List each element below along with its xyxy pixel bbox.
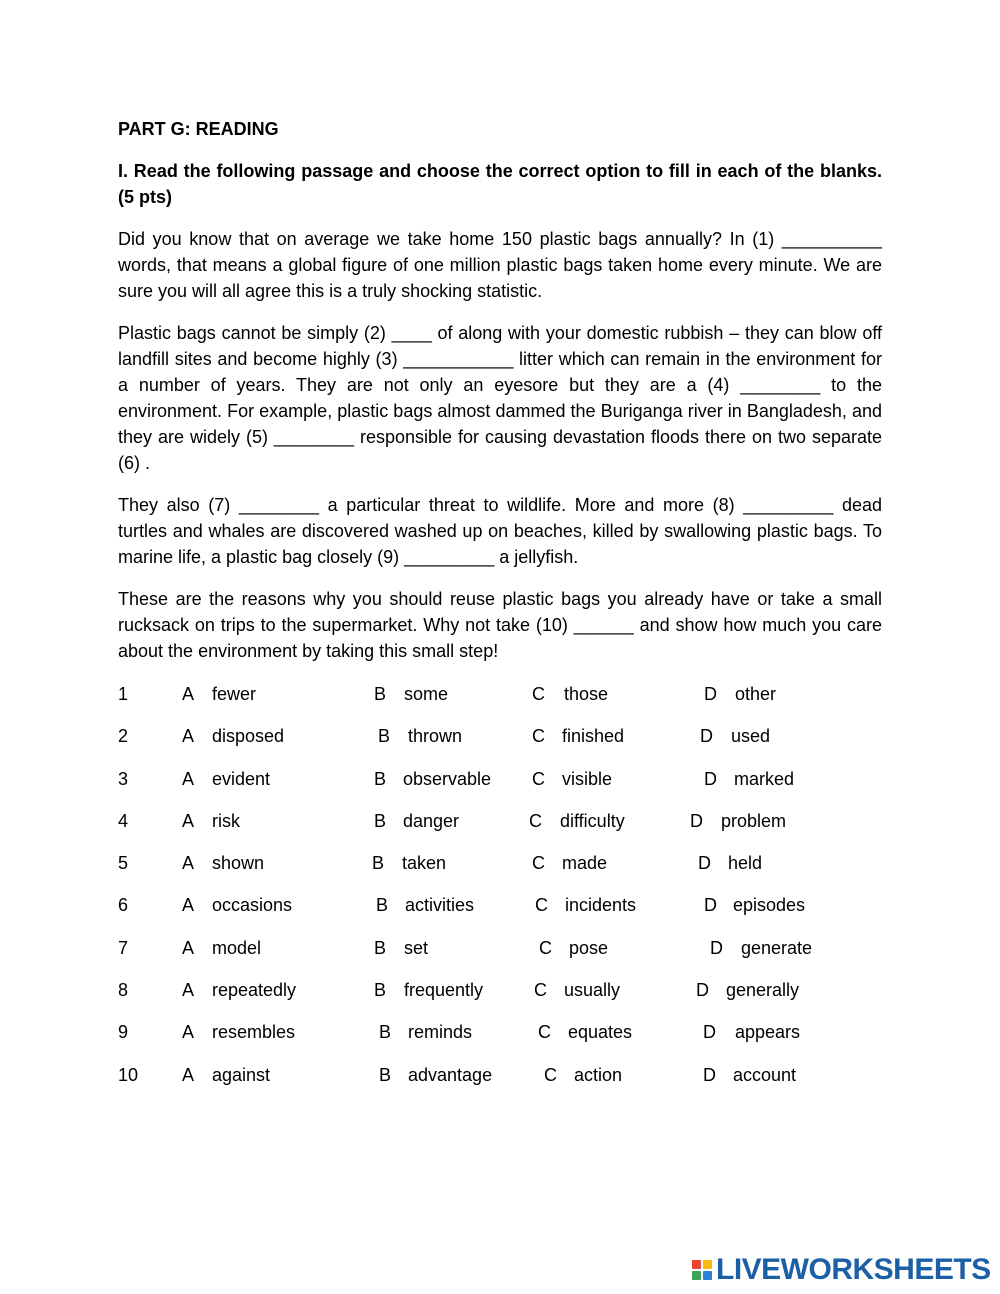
option-letter-b: B: [372, 853, 385, 874]
option-b[interactable]: frequently: [404, 980, 484, 1001]
logo-text: LIVEWORKSHEETS: [716, 1253, 991, 1286]
option-letter-d: D: [703, 1064, 716, 1085]
option-a[interactable]: fewer: [212, 684, 257, 704]
option-letter-d: D: [704, 684, 717, 704]
option-letter-c: C: [532, 684, 545, 704]
option-d[interactable]: other: [735, 684, 777, 704]
logo-square-yellow: [703, 1260, 712, 1269]
option-b[interactable]: observable: [403, 768, 492, 789]
option-letter-b: B: [374, 684, 387, 704]
option-letter-d: D: [710, 937, 723, 958]
option-a[interactable]: risk: [212, 810, 240, 831]
question-row-5: [118, 850, 882, 892]
option-letter-c: C: [538, 1022, 551, 1043]
option-letter-d: D: [698, 853, 711, 874]
passage-paragraph-4: These are the reasons why you should reuse plastic bags you already have or take a small rucksack on trips to the supermarket. Why not take (10) ______ and show how much you care about the environment by taking this small step!: [118, 589, 882, 661]
option-c[interactable]: incidents: [565, 895, 637, 916]
passage-paragraph-1: Did you know that on average we take home 150 plastic bags annually? In (1) __________ words, that means a global figure of one million plastic bags taken home every minute. We are sure you will all agree this is a truly shocking statistic.: [118, 229, 882, 301]
option-letter-c: C: [544, 1064, 557, 1085]
option-a[interactable]: disposed: [212, 726, 285, 747]
question-number: 1: [118, 684, 129, 704]
option-letter-a: A: [182, 810, 195, 831]
option-letter-a: A: [182, 726, 195, 747]
option-d[interactable]: episodes: [733, 895, 806, 916]
logo-square-red: [692, 1260, 701, 1269]
passage-paragraph-3: They also (7) ________ a particular threat to wildlife. More and more (8) _________ dead turtles and whales are discovered washed up on beaches, killed by swallowing plastic bags. To marine life, a plastic bag closely (9) _________ a jellyfish.: [118, 495, 882, 567]
question-number: 9: [118, 1022, 129, 1043]
option-letter-d: D: [703, 1022, 716, 1043]
question-row-8: [118, 977, 882, 1019]
option-a[interactable]: model: [212, 937, 262, 958]
option-letter-a: A: [182, 1064, 195, 1085]
option-letter-a: A: [182, 768, 195, 789]
question-row-10: [118, 1062, 882, 1104]
option-letter-c: C: [529, 810, 542, 831]
option-d[interactable]: used: [731, 726, 771, 747]
option-b[interactable]: advantage: [408, 1064, 493, 1085]
option-d[interactable]: marked: [734, 768, 795, 789]
option-a[interactable]: evident: [212, 768, 271, 789]
question-number: 2: [118, 726, 129, 747]
part-title: PART G: READING: [118, 119, 279, 139]
instruction-text: I. Read the following passage and choose the correct option to fill in each of the blanks. (5 pts): [118, 161, 882, 207]
option-letter-b: B: [374, 937, 387, 958]
logo-squares-icon: [692, 1260, 712, 1280]
option-letter-b: B: [374, 810, 387, 831]
option-a[interactable]: resembles: [212, 1022, 296, 1043]
worksheet-page: [118, 116, 882, 680]
logo-square-blue: [703, 1271, 712, 1280]
option-a[interactable]: against: [212, 1064, 271, 1085]
option-letter-b: B: [374, 980, 387, 1001]
option-letter-a: A: [182, 684, 195, 704]
passage-paragraph-2: Plastic bags cannot be simply (2) ____ of along with your domestic rubbish – they can blow off landfill sites and become highly (3) ___________ litter which can remain in the environment for a number of years. They are not only an eyesore but they are a (4) ________ to the environment. For example, plastic bags almost dammed the Buriganga river in Bangladesh, and they are widely (5) ________ responsible for causing devastation floods there on two separate (6) .: [118, 323, 882, 473]
option-a[interactable]: repeatedly: [212, 980, 297, 1001]
option-letter-c: C: [535, 895, 548, 916]
question-number: 7: [118, 937, 129, 958]
option-letter-d: D: [690, 810, 703, 831]
option-d[interactable]: appears: [735, 1022, 801, 1043]
question-number: 3: [118, 768, 129, 789]
question-row-2: [118, 723, 882, 765]
option-c[interactable]: pose: [569, 937, 609, 958]
option-c[interactable]: made: [562, 853, 608, 874]
option-letter-d: D: [704, 895, 717, 916]
option-letter-c: C: [532, 768, 545, 789]
option-b[interactable]: some: [404, 684, 449, 704]
option-a[interactable]: occasions: [212, 895, 293, 916]
option-letter-d: D: [700, 726, 713, 747]
option-letter-b: B: [374, 768, 387, 789]
question-number: 6: [118, 895, 129, 916]
question-number: 5: [118, 853, 129, 874]
option-letter-c: C: [534, 980, 547, 1001]
question-row-1: [118, 681, 882, 723]
question-row-7: [118, 935, 882, 977]
option-b[interactable]: reminds: [408, 1022, 473, 1043]
option-d[interactable]: held: [728, 853, 763, 874]
question-number: 4: [118, 810, 129, 831]
option-letter-a: A: [182, 853, 195, 874]
option-c[interactable]: equates: [568, 1022, 633, 1043]
option-d[interactable]: generate: [741, 937, 813, 958]
option-c[interactable]: action: [574, 1064, 623, 1085]
option-letter-a: A: [182, 1022, 195, 1043]
option-letter-b: B: [379, 1022, 392, 1043]
option-c[interactable]: usually: [564, 980, 621, 1001]
option-c[interactable]: finished: [562, 726, 625, 747]
option-c[interactable]: those: [564, 684, 609, 704]
option-letter-c: C: [532, 853, 545, 874]
option-letter-a: A: [182, 980, 195, 1001]
option-letter-b: B: [378, 726, 391, 747]
option-letter-a: A: [182, 895, 195, 916]
option-letter-d: D: [696, 980, 709, 1001]
question-row-4: [118, 808, 882, 850]
logo-square-green: [692, 1271, 701, 1280]
option-b[interactable]: taken: [402, 853, 447, 874]
liveworksheets-logo[interactable]: [692, 1253, 991, 1287]
option-letter-b: B: [379, 1064, 392, 1085]
option-letter-c: C: [539, 937, 552, 958]
option-letter-c: C: [532, 726, 545, 747]
question-row-3: [118, 766, 882, 808]
option-c[interactable]: visible: [562, 768, 613, 789]
option-a[interactable]: shown: [212, 853, 265, 874]
option-d[interactable]: generally: [726, 980, 800, 1001]
question-row-9: [118, 1019, 882, 1061]
option-b[interactable]: thrown: [408, 726, 463, 747]
option-d[interactable]: problem: [721, 810, 787, 831]
question-number: 8: [118, 980, 129, 1001]
option-b[interactable]: danger: [403, 810, 460, 831]
option-c[interactable]: difficulty: [560, 810, 625, 831]
option-b[interactable]: set: [404, 937, 429, 958]
option-letter-b: B: [376, 895, 389, 916]
question-number: 10: [118, 1064, 139, 1085]
option-b[interactable]: activities: [405, 895, 475, 916]
options-table: [118, 681, 882, 1104]
option-d[interactable]: account: [733, 1064, 797, 1085]
question-row-6: [118, 892, 882, 934]
option-letter-a: A: [182, 937, 195, 958]
option-letter-d: D: [704, 768, 717, 789]
